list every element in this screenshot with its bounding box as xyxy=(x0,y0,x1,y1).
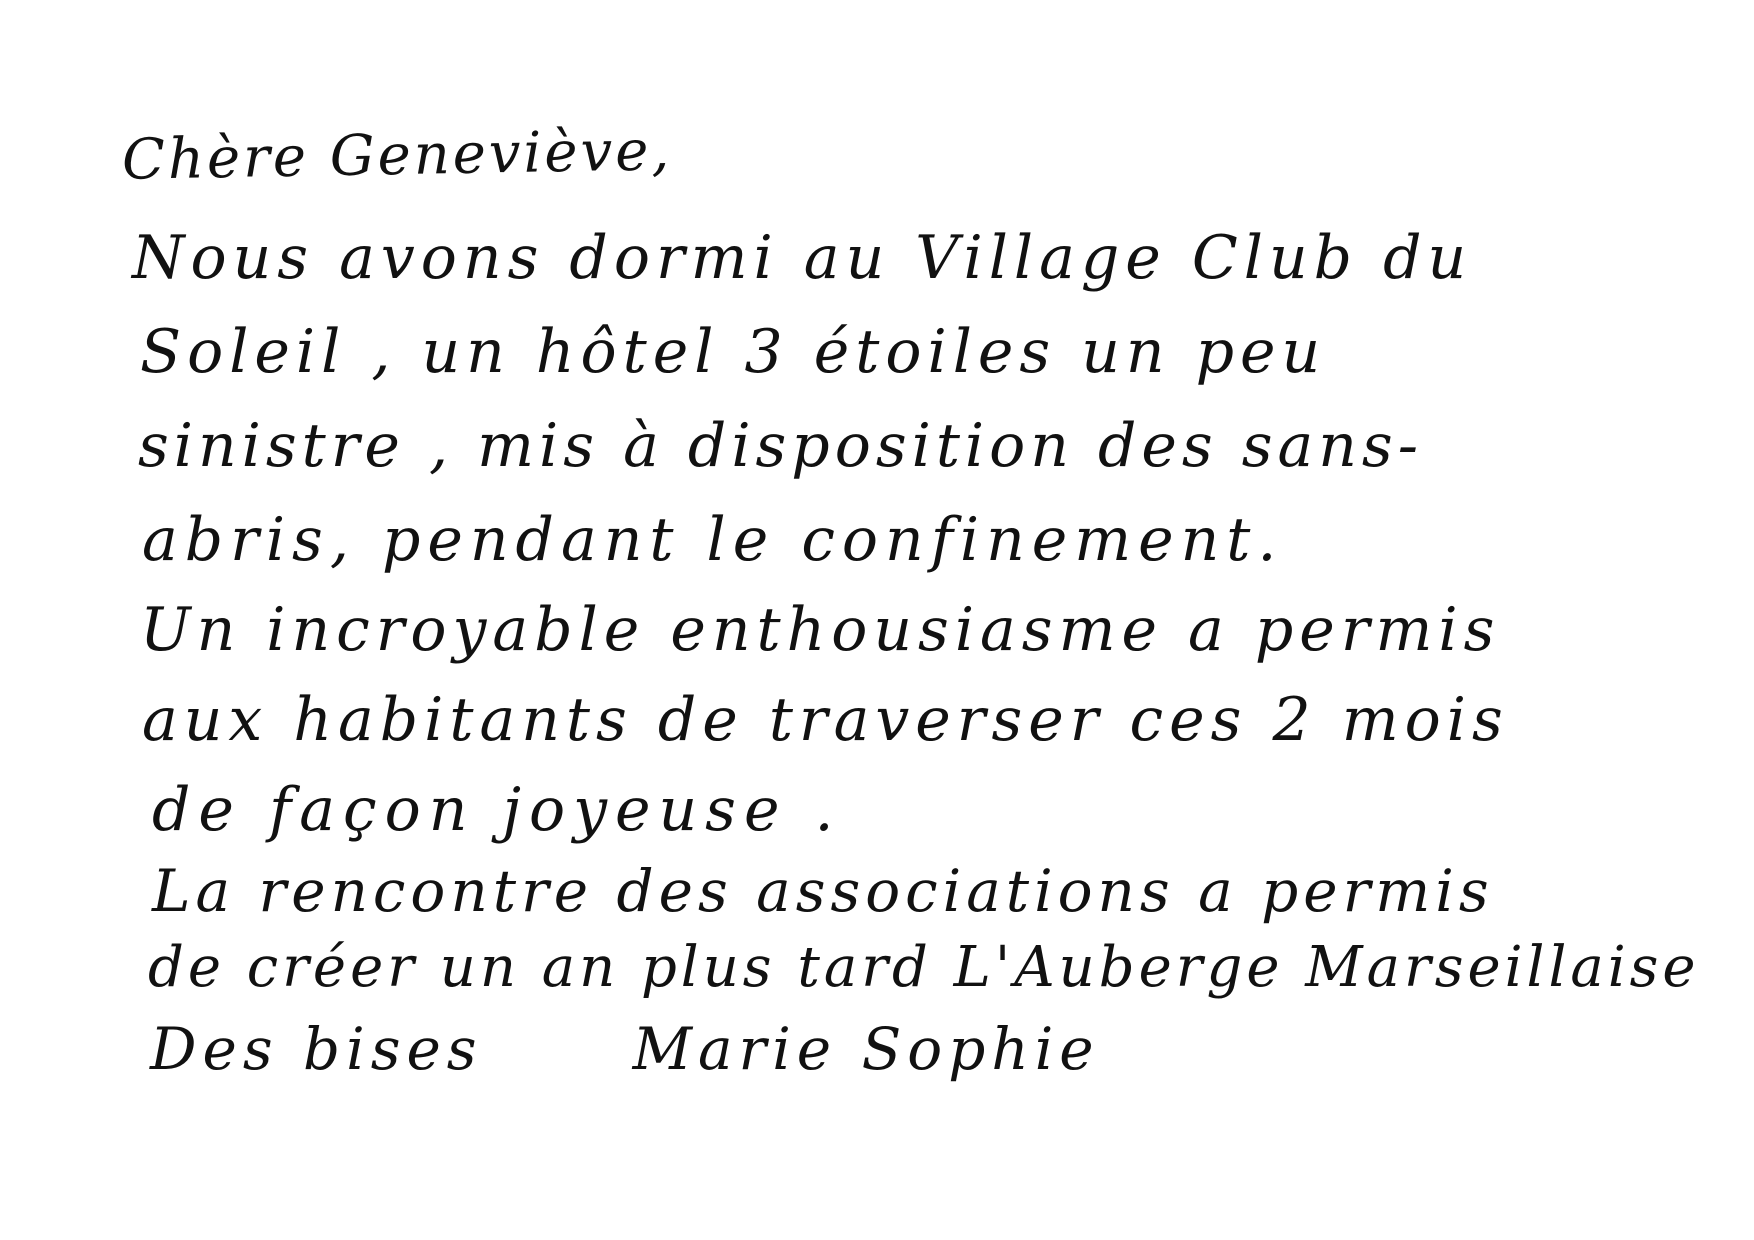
closing: Des bises xyxy=(150,1015,483,1083)
letter-line: de façon joyeuse . xyxy=(152,775,842,845)
letter-line: sinistre , mis à disposition des sans- xyxy=(138,411,1423,481)
signature: Marie Sophie xyxy=(632,1015,1100,1083)
closing-and-signature xyxy=(150,1015,1100,1083)
letter-line: de créer un an plus tard L'Auberge Marseillaise xyxy=(148,935,1700,1000)
letter-line: Un incroyable enthousiasme a permis xyxy=(140,595,1501,665)
letter-line: La rencontre des associations a permis xyxy=(152,857,1494,925)
letter-line: Nous avons dormi au Village Club du xyxy=(132,223,1473,293)
letter-line: abris, pendant le confinement. xyxy=(142,505,1284,575)
letter-line: Soleil , un hôtel 3 étoiles un peu xyxy=(140,317,1327,387)
letter-line: aux habitants de traverser ces 2 mois xyxy=(142,685,1509,755)
greeting: Chère Geneviève, xyxy=(121,118,673,193)
